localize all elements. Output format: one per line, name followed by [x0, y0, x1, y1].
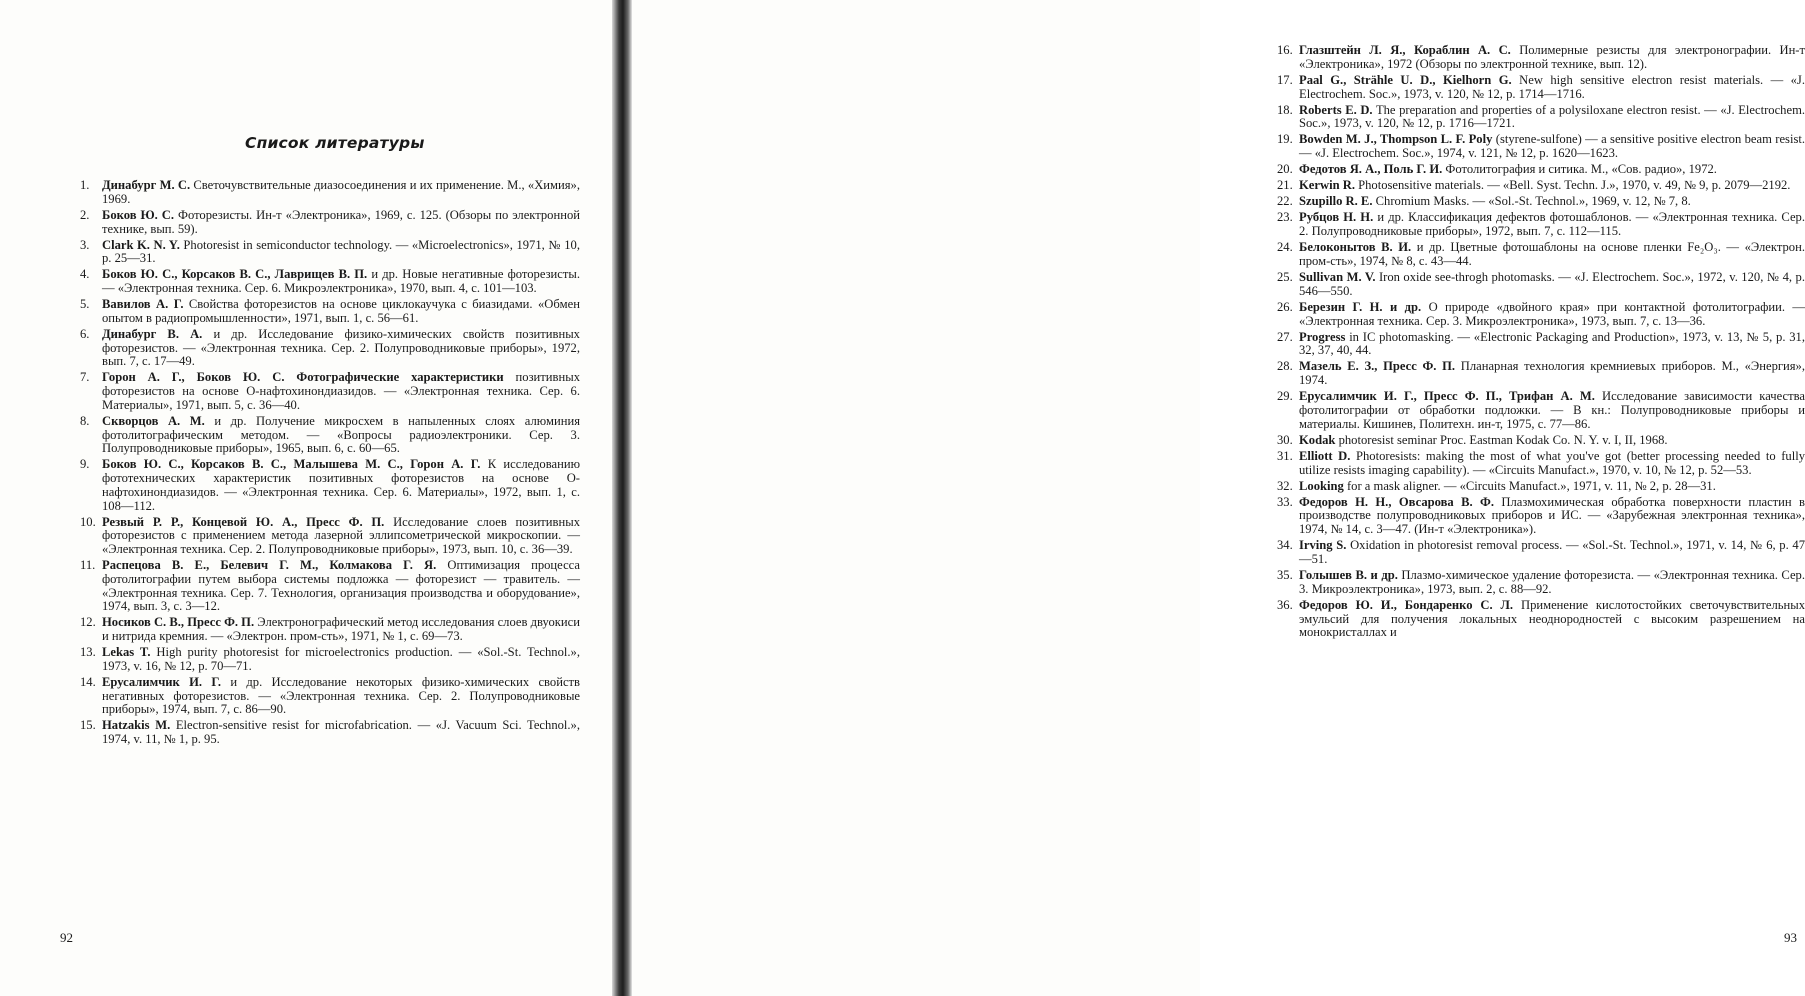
reference-item: [1277, 496, 1805, 537]
reference-number: 13.: [80, 646, 100, 660]
reference-item: [80, 371, 580, 412]
reference-text: Фоторезисты. Ин-т «Электроника», 1969, с. 125. (Обзоры по электронной технике, вып. 59).: [102, 208, 580, 236]
reference-authors: Kerwin R.: [1299, 178, 1355, 192]
reference-item: [1277, 434, 1805, 448]
reference-text: Планарная технология кремниевых приборов. М., «Энергия», 1974.: [1299, 359, 1805, 387]
reference-number: 17.: [1277, 74, 1297, 88]
reference-number: 14.: [80, 676, 100, 690]
reference-text: Светочувствительные диазосоединения и их применение. М., «Химия», 1969.: [102, 178, 580, 206]
reference-text: Oxidation in photoresist removal process. — «Sol.-St. Technol.», 1971, v. 14, № 6, p. 47—51.: [1299, 538, 1805, 566]
reference-item: [1277, 539, 1805, 566]
reference-item: [80, 298, 580, 325]
reference-text: и др. Исследование некоторых физико-химических свойств негативных фоторезистов. — «Электронная техника. Сер. 2. Полупроводниковые приборы», 1974, вып. 7, с. 86—90.: [102, 675, 580, 716]
reference-text: Chromium Masks. — «Sol.-St. Technol.», 1969, v. 12, № 7, 8.: [1376, 194, 1691, 208]
reference-item: [1277, 331, 1805, 358]
reference-number: 36.: [1277, 599, 1297, 613]
reference-item: [80, 646, 580, 673]
reference-text: Фотолитография и ситика. М., «Сов. радио», 1972.: [1445, 162, 1717, 176]
reference-authors: Irving S.: [1299, 538, 1346, 552]
reference-number: 10.: [80, 516, 100, 530]
reference-text: High purity photoresist for microelectronics production. — «Sol.-St. Technol.», 1973, v. 16, № 12, p. 70—71.: [102, 645, 580, 673]
reference-item: [80, 209, 580, 236]
reference-text: (styrene-sulfone) — a sensitive positive electron beam resist. — «J. Electrochem. Soc.», 1974, v. 121, № 12, p. 1620—1623.: [1299, 132, 1805, 160]
reference-authors: Progress: [1299, 330, 1345, 344]
reference-authors: Скворцов А. М.: [102, 414, 205, 428]
book-gutter: [612, 0, 632, 996]
reference-number: 26.: [1277, 301, 1297, 315]
reference-authors: Динабург М. С.: [102, 178, 190, 192]
reference-number: 15.: [80, 719, 100, 733]
reference-item: [1277, 599, 1805, 640]
right-page: [632, 0, 1200, 996]
reference-authors: Lekas T.: [102, 645, 151, 659]
reference-item: [80, 415, 580, 456]
reference-item: [80, 676, 580, 717]
reference-number: 8.: [80, 415, 100, 429]
reference-item: [1277, 569, 1805, 596]
reference-number: 1.: [80, 179, 100, 193]
reference-text: Свойства фоторезистов на основе циклокаучука с биазидами. «Обмен опытом в радиопромышленности», 1971, вып. 1, с. 56—61.: [102, 297, 580, 325]
reference-item: [80, 239, 580, 266]
reference-text: и др. Новые негативные фоторезисты. — «Электронная техника. Сер. 6. Микроэлектроника», 1970, вып. 4, с. 101—103.: [102, 267, 580, 295]
reference-authors: Распецова В. Е., Белевич Г. М., Колмакова Г. Я.: [102, 558, 436, 572]
reference-authors: Боков Ю. С., Корсаков В. С., Малышева М. С., Горон А. Г.: [102, 457, 480, 471]
reference-item: [80, 719, 580, 746]
reference-authors: Kodak: [1299, 433, 1335, 447]
reference-authors: Федотов Я. А., Поль Г. И.: [1299, 162, 1442, 176]
reference-number: 7.: [80, 371, 100, 385]
reference-number: 22.: [1277, 195, 1297, 209]
reference-number: 29.: [1277, 390, 1297, 404]
reference-number: 25.: [1277, 271, 1297, 285]
reference-number: 2.: [80, 209, 100, 223]
reference-item: [1277, 271, 1805, 298]
reference-item: [1277, 179, 1805, 193]
page-heading: Список литературы: [245, 134, 425, 152]
reference-text: и др. Исследование физико-химических свойств позитивных фоторезистов. — «Электронная техника. Сер. 2. Полупроводниковые приборы», 1972, вып. 7, с. 17—49.: [102, 327, 580, 368]
reference-item: [1277, 241, 1805, 268]
reference-authors: Боков Ю. С., Корсаков В. С., Лаврищев В. П.: [102, 267, 367, 281]
reference-text: in IC photomasking. — «Electronic Packaging and Production», 1973, v. 13, № 5, p. 31, 32, 37, 40, 44.: [1299, 330, 1805, 358]
reference-authors: Федоров Н. Н., Овсарова В. Ф.: [1299, 495, 1494, 509]
reference-number: 21.: [1277, 179, 1297, 193]
reference-text: Оптимизация процесса фотолитографии путем выбора системы подложка — фоторезист — травитель. — «Электронная техника. Сер. 7. Технология, организация производства и оборудование», 1974, вып. 3, с. 3—12.: [102, 558, 580, 613]
reference-item: [1277, 360, 1805, 387]
reference-text: Photoresists: making the most of what you've got (better processing needed to fully utilize resists imaging capability). — «Circuits Manufact.», 1970, v. 10, № 12, p. 52—53.: [1299, 449, 1805, 477]
reference-number: 24.: [1277, 241, 1297, 255]
reference-authors: Горон А. Г., Боков Ю. С. Фотографические характеристики: [102, 370, 504, 384]
reference-authors: Hatzakis M.: [102, 718, 170, 732]
reference-number: 9.: [80, 458, 100, 472]
reference-authors: Рубцов Н. Н.: [1299, 210, 1373, 224]
reference-authors: Голышев В. и др.: [1299, 568, 1398, 582]
reference-item: [1277, 195, 1805, 209]
reference-number: 27.: [1277, 331, 1297, 345]
reference-text: Photoresist in semiconductor technology. — «Microelectronics», 1971, № 10, p. 25—31.: [102, 238, 580, 266]
reference-text: позитивных фоторезистов на основе О-нафтохинондиазидов. — «Электронная техника. Сер. 6. Материалы», 1971, вып. 5, с. 36—40.: [102, 370, 580, 411]
reference-authors: Глазштейн Л. Я., Кораблин А. С.: [1299, 43, 1511, 57]
reference-number: 32.: [1277, 480, 1297, 494]
reference-number: 4.: [80, 268, 100, 282]
reference-text: Плазмо-химическое удаление фоторезиста. — «Электронная техника. Сер. 3. Микроэлектроника», 1973, вып. 2, с. 88—92.: [1299, 568, 1805, 596]
reference-text: for a mask aligner. — «Circuits Manufact.», 1971, v. 11, № 2, p. 28—31.: [1347, 479, 1716, 493]
reference-text: Исследование слоев позитивных фоторезистов с применением метода лазерной эллипсометрической микроскопии. — «Электронная техника. Сер. 2. Полупроводниковые приборы», 1973, вып. 10, с. 36—39.: [102, 515, 580, 556]
reference-text: К исследованию фототехнических характеристик позитивных фоторезистов на основе О-нафтохинондиазидов. — «Электронная техника. Сер. 6. Материалы», 1972, вып. 1, с. 108—112.: [102, 457, 580, 512]
reference-authors: Elliott D.: [1299, 449, 1350, 463]
reference-number: 30.: [1277, 434, 1297, 448]
reference-list-left: [80, 179, 580, 749]
reference-number: 20.: [1277, 163, 1297, 177]
reference-authors: Носиков С. В., Пресс Ф. П.: [102, 615, 254, 629]
reference-number: 12.: [80, 616, 100, 630]
reference-authors: Roberts E. D.: [1299, 103, 1373, 117]
reference-number: 5.: [80, 298, 100, 312]
reference-item: [1277, 133, 1805, 160]
reference-text: Iron oxide see-throgh photomasks. — «J. Electrochem. Soc.», 1972, v. 120, № 4, p. 546—550.: [1299, 270, 1805, 298]
reference-number: 3.: [80, 239, 100, 253]
reference-authors: Clark K. N. Y.: [102, 238, 180, 252]
page-number-left: 92: [60, 930, 73, 946]
reference-item: [80, 559, 580, 614]
reference-number: 16.: [1277, 44, 1297, 58]
reference-number: 33.: [1277, 496, 1297, 510]
reference-number: 18.: [1277, 104, 1297, 118]
reference-authors: Динабург В. А.: [102, 327, 202, 341]
reference-item: [1277, 301, 1805, 328]
reference-item: [1277, 163, 1805, 177]
reference-text: Electron-sensitive resist for microfabrication. — «J. Vacuum Sci. Technol.», 1974, v. 11, № 1, p. 95.: [102, 718, 580, 746]
reference-list-right: [1277, 44, 1805, 642]
reference-text: New high sensitive electron resist materials. — «J. Electrochem. Soc.», 1973, v. 120, № 12, p. 1714—1716.: [1299, 73, 1805, 101]
reference-number: 23.: [1277, 211, 1297, 225]
reference-text: и др. Получение микросхем в напыленных слоях алюминия фотолитографическим методом. — «Вопросы радиоэлектроники. Сер. 3. Полупроводниковые приборы», 1965, вып. 6, с. 60—65.: [102, 414, 580, 455]
reference-item: [80, 268, 580, 295]
reference-text: Photosensitive materials. — «Bell. Syst. Techn. J.», 1970, v. 49, № 9, p. 2079—2192.: [1358, 178, 1790, 192]
reference-item: [1277, 44, 1805, 71]
reference-authors: Березин Г. Н. и др.: [1299, 300, 1421, 314]
reference-number: 6.: [80, 328, 100, 342]
reference-number: 11.: [80, 559, 100, 573]
reference-item: [1277, 480, 1805, 494]
reference-authors: Мазель Е. З., Пресс Ф. П.: [1299, 359, 1455, 373]
reference-text: Полимерные резисты для электронографии. Ин-т «Электроника», 1972 (Обзоры по электронной технике, вып. 12).: [1299, 43, 1805, 71]
reference-item: [1277, 104, 1805, 131]
reference-authors: Sullivan M. V.: [1299, 270, 1375, 284]
reference-authors: Вавилов А. Г.: [102, 297, 183, 311]
reference-number: 35.: [1277, 569, 1297, 583]
reference-authors: Резвый Р. Р., Концевой Ю. А., Пресс Ф. П.: [102, 515, 384, 529]
reference-number: 34.: [1277, 539, 1297, 553]
reference-text: Исследование зависимости качества фотолитографии от обработки подложки. — В кн.: Полупроводниковые приборы и материалы. Кишинев, Политехн. ин-т, 1975, с. 77—86.: [1299, 389, 1805, 430]
reference-text: и др. Цветные фотошаблоны на основе пленки Fe₂O₃. — «Электрон. пром-сть», 1974, № 8, с. 43—44.: [1299, 240, 1805, 268]
book-spread: [0, 0, 1200, 996]
reference-text: Применение кислотостойких светочувствительных эмульсий для получения локальных неоднородностей с высоким разрешением на монокристаллах и: [1299, 598, 1805, 639]
reference-item: [1277, 211, 1805, 238]
reference-text: и др. Классификация дефектов фотошаблонов. — «Электронная техника. Сер. 2. Полупроводниковые приборы», 1972, вып. 7, с. 112—115.: [1299, 210, 1805, 238]
reference-item: [80, 179, 580, 206]
reference-authors: Ерусалимчик И. Г., Пресс Ф. П., Трифан А. М.: [1299, 389, 1595, 403]
reference-text: О природе «двойного края» при контактной фотолитографии. — «Электронная техника. Сер. 3. Микроэлектроника», 1973, вып. 7, с. 13—36.: [1299, 300, 1805, 328]
reference-item: [80, 616, 580, 643]
reference-authors: Ерусалимчик И. Г.: [102, 675, 221, 689]
reference-authors: Боков Ю. С.: [102, 208, 174, 222]
reference-authors: Bowden M. J., Thompson L. F. Poly: [1299, 132, 1492, 146]
reference-number: 28.: [1277, 360, 1297, 374]
reference-text: The preparation and properties of a polysiloxane electron resist. — «J. Electrochem. Soc.», 1973, v. 120, № 12, p. 1716—1721.: [1299, 103, 1805, 131]
reference-authors: Looking: [1299, 479, 1344, 493]
reference-item: [1277, 390, 1805, 431]
reference-text: Электронографический метод исследования слоев двуокиси и нитрида кремния. — «Электрон. пром-сть», 1971, № 1, с. 69—73.: [102, 615, 580, 643]
page-number-right: 93: [1784, 930, 1797, 946]
reference-authors: Белоконытов В. И.: [1299, 240, 1411, 254]
reference-text: photoresist seminar Proc. Eastman Kodak Co. N. Y. v. I, II, 1968.: [1339, 433, 1668, 447]
left-page: [0, 0, 612, 996]
reference-item: [1277, 74, 1805, 101]
reference-authors: Szupillo R. E.: [1299, 194, 1372, 208]
reference-number: 19.: [1277, 133, 1297, 147]
reference-authors: Федоров Ю. И., Бондаренко С. Л.: [1299, 598, 1513, 612]
reference-item: [80, 458, 580, 513]
reference-item: [80, 328, 580, 369]
reference-authors: Paal G., Strähle U. D., Kielhorn G.: [1299, 73, 1512, 87]
reference-item: [1277, 450, 1805, 477]
reference-item: [80, 516, 580, 557]
reference-number: 31.: [1277, 450, 1297, 464]
reference-text: Плазмохимическая обработка поверхности пластин в производстве полупроводниковых приборов и ИС. — «Зарубежная электронная техника», 1974, № 14, с. 3—47. (Ин-т «Электроника»).: [1299, 495, 1805, 536]
